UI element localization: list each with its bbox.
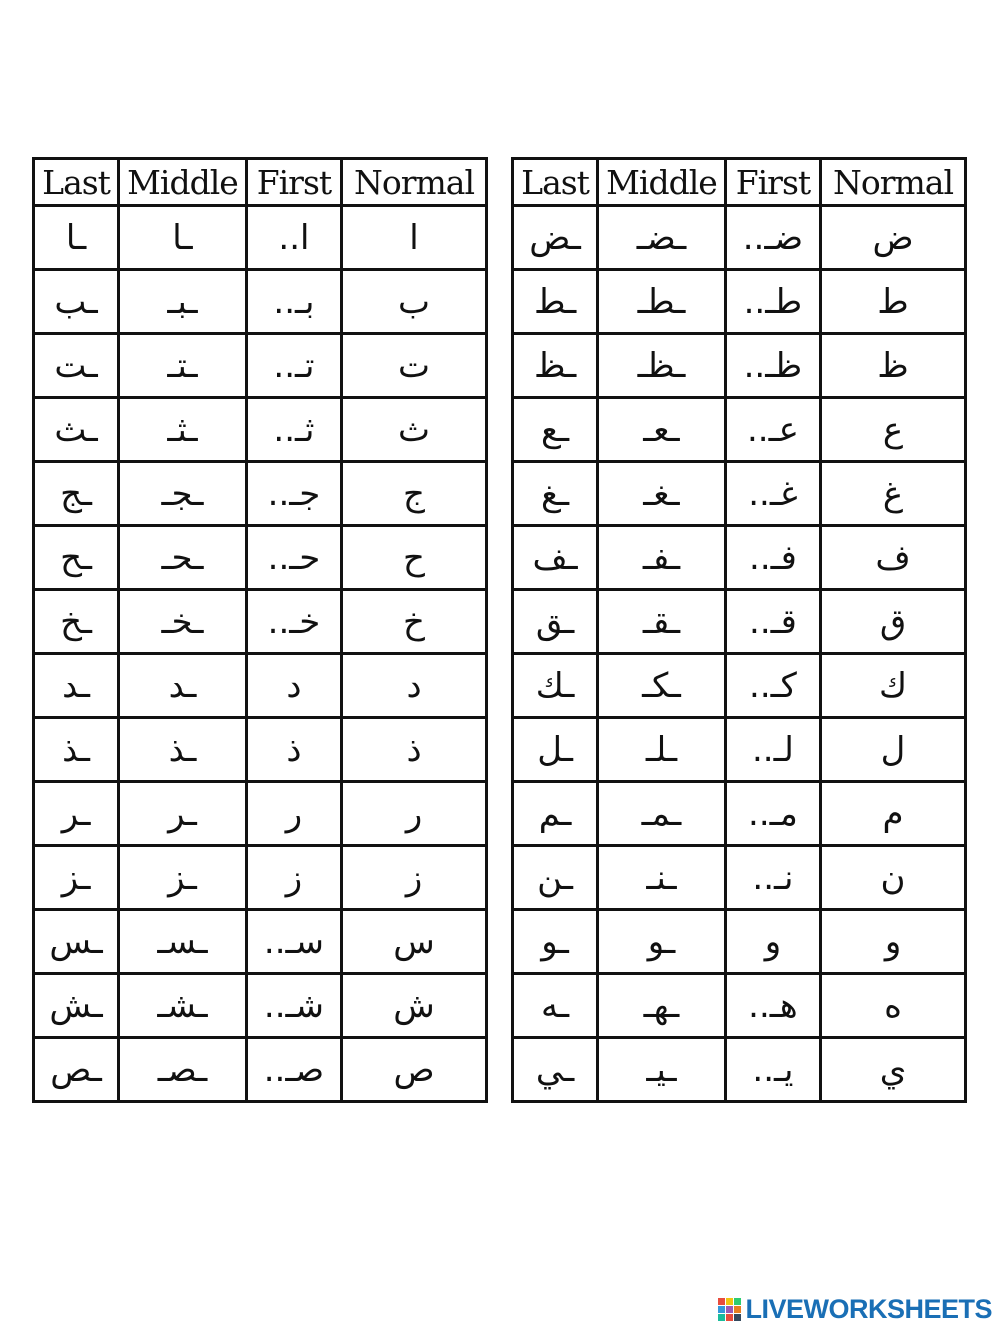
header-row [513,159,966,206]
cell-first: مـ.. [725,782,820,846]
logo-text: LIVEWORKSHEETS [745,1293,992,1324]
cell-normal: ذ [342,718,487,782]
cell-middle: ـد [119,654,247,718]
header-middle: Middle [598,159,726,206]
table-row [34,974,487,1038]
cell-first: ذ [246,718,341,782]
table-row [513,462,966,526]
cell-normal: ج [342,462,487,526]
cell-normal: د [342,654,487,718]
table-row [513,270,966,334]
logo-square [726,1314,733,1321]
table-row [513,590,966,654]
cell-middle: ـغـ [598,462,726,526]
cell-first: خـ.. [246,590,341,654]
cell-last: ـغ [513,462,598,526]
logo-square [734,1298,741,1305]
cell-normal: ظ [821,334,966,398]
cell-middle: ـبـ [119,270,247,334]
cell-first: ز [246,846,341,910]
cell-normal: ق [821,590,966,654]
table-row [513,718,966,782]
cell-first: نـ.. [725,846,820,910]
cell-last: ـف [513,526,598,590]
cell-first: د [246,654,341,718]
cell-middle: ـسـ [119,910,247,974]
cell-middle: ـمـ [598,782,726,846]
cell-last: ـه [513,974,598,1038]
header-last: Last [513,159,598,206]
cell-normal: ز [342,846,487,910]
table-row [34,782,487,846]
header-row [34,159,487,206]
cell-last: ـع [513,398,598,462]
cell-middle: ـر [119,782,247,846]
cell-normal: ر [342,782,487,846]
cell-last: ـظ [513,334,598,398]
cell-normal: ح [342,526,487,590]
cell-normal: ك [821,654,966,718]
cell-first: و [725,910,820,974]
table-row [513,1038,966,1102]
cell-normal: ل [821,718,966,782]
cell-middle: ـنـ [598,846,726,910]
liveworksheets-logo [718,1294,992,1324]
cell-middle: ـيـ [598,1038,726,1102]
cell-last: ـب [34,270,119,334]
logo-square [734,1314,741,1321]
table-row [513,782,966,846]
cell-first: فـ.. [725,526,820,590]
cell-normal: ط [821,270,966,334]
table-row [513,206,966,270]
cell-first: يـ.. [725,1038,820,1102]
cell-normal: ا [342,206,487,270]
cell-normal: ع [821,398,966,462]
cell-last: ـن [513,846,598,910]
cell-last: ـذ [34,718,119,782]
cell-middle: ـثـ [119,398,247,462]
cell-middle: ـطـ [598,270,726,334]
table-row [34,654,487,718]
cell-last: ـو [513,910,598,974]
table-row [513,526,966,590]
table-row [34,270,487,334]
table-row [34,1038,487,1102]
cell-middle: ـخـ [119,590,247,654]
cell-normal: خ [342,590,487,654]
cell-first: شـ.. [246,974,341,1038]
table-row [34,526,487,590]
cell-first: ا.. [246,206,341,270]
header-middle: Middle [119,159,247,206]
cell-last: ـا [34,206,119,270]
cell-last: ـخ [34,590,119,654]
cell-first: صـ.. [246,1038,341,1102]
cell-middle: ـصـ [119,1038,247,1102]
cell-last: ـي [513,1038,598,1102]
cell-last: ـز [34,846,119,910]
table-row [513,398,966,462]
cell-middle: ـكـ [598,654,726,718]
table-row [34,910,487,974]
cell-last: ـك [513,654,598,718]
cell-middle: ـظـ [598,334,726,398]
letters-table-right [511,157,967,1103]
cell-middle: ـتـ [119,334,247,398]
cell-normal: ث [342,398,487,462]
cell-last: ـح [34,526,119,590]
cell-last: ـر [34,782,119,846]
table-row [34,590,487,654]
cell-first: جـ.. [246,462,341,526]
cell-middle: ـعـ [598,398,726,462]
cell-first: هـ.. [725,974,820,1038]
cell-normal: س [342,910,487,974]
table-row [513,334,966,398]
logo-square [734,1306,741,1313]
cell-first: بـ.. [246,270,341,334]
cell-normal: و [821,910,966,974]
cell-first: ر [246,782,341,846]
cell-last: ـض [513,206,598,270]
cell-normal: ب [342,270,487,334]
cell-last: ـج [34,462,119,526]
header-last: Last [34,159,119,206]
table-row [34,206,487,270]
logo-square [726,1306,733,1313]
cell-middle: ـقـ [598,590,726,654]
cell-first: ضـ.. [725,206,820,270]
logo-square [718,1314,725,1321]
cell-last: ـت [34,334,119,398]
cell-normal: ت [342,334,487,398]
table-row [34,398,487,462]
letters-table-left [32,157,488,1103]
cell-normal: غ [821,462,966,526]
cell-middle: ـلـ [598,718,726,782]
cell-middle: ـز [119,846,247,910]
cell-normal: ه [821,974,966,1038]
cell-middle: ـجـ [119,462,247,526]
cell-last: ـس [34,910,119,974]
cell-first: تـ.. [246,334,341,398]
cell-middle: ـحـ [119,526,247,590]
table-row [513,846,966,910]
cell-middle: ـشـ [119,974,247,1038]
header-first: First [246,159,341,206]
cell-first: حـ.. [246,526,341,590]
table-row [34,462,487,526]
cell-middle: ـا [119,206,247,270]
cell-last: ـط [513,270,598,334]
cell-last: ـم [513,782,598,846]
logo-grid-icon [718,1298,741,1321]
cell-last: ـش [34,974,119,1038]
cell-middle: ـهـ [598,974,726,1038]
cell-middle: ـو [598,910,726,974]
cell-last: ـث [34,398,119,462]
cell-first: غـ.. [725,462,820,526]
cell-middle: ـضـ [598,206,726,270]
cell-first: ثـ.. [246,398,341,462]
cell-normal: ي [821,1038,966,1102]
cell-normal: ن [821,846,966,910]
table-row [513,910,966,974]
logo-square [718,1298,725,1305]
cell-normal: ض [821,206,966,270]
header-normal: Normal [342,159,487,206]
cell-normal: ص [342,1038,487,1102]
table-row [513,654,966,718]
cell-first: قـ.. [725,590,820,654]
cell-last: ـد [34,654,119,718]
cell-middle: ـفـ [598,526,726,590]
cell-last: ـل [513,718,598,782]
cell-middle: ـذ [119,718,247,782]
cell-first: كـ.. [725,654,820,718]
table-row [513,974,966,1038]
table-row [34,334,487,398]
cell-first: طـ.. [725,270,820,334]
cell-first: ظـ.. [725,334,820,398]
cell-normal: ف [821,526,966,590]
cell-normal: م [821,782,966,846]
header-first: First [725,159,820,206]
table-row [34,718,487,782]
logo-square [718,1306,725,1313]
header-normal: Normal [821,159,966,206]
cell-last: ـق [513,590,598,654]
logo-square [726,1298,733,1305]
cell-first: سـ.. [246,910,341,974]
cell-normal: ش [342,974,487,1038]
table-row [34,846,487,910]
cell-last: ـص [34,1038,119,1102]
cell-first: لـ.. [725,718,820,782]
cell-first: عـ.. [725,398,820,462]
